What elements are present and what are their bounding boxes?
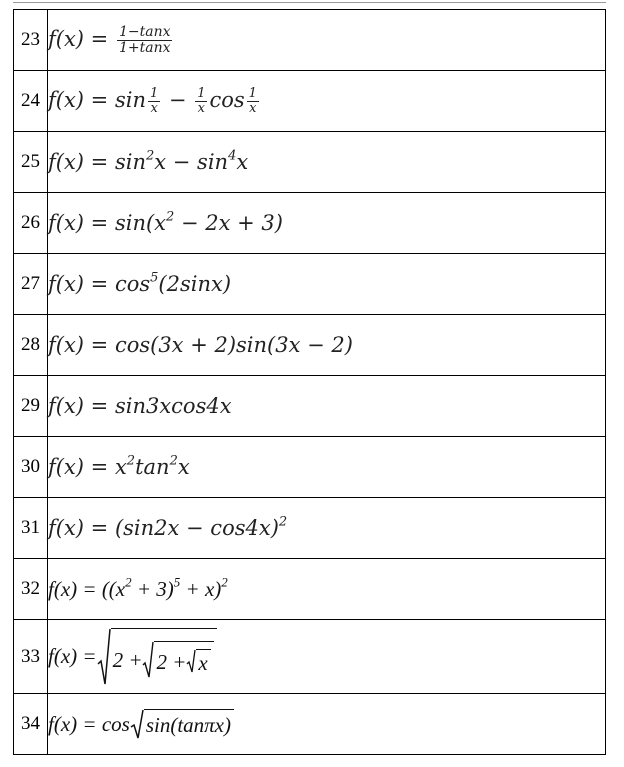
problem-expression: $f(x) = ((x^2 + 3)^5 + x)^2$ bbox=[48, 559, 606, 620]
table-row bbox=[14, 559, 606, 620]
problem-number: 29 bbox=[14, 376, 48, 437]
radical-sign-inner: x bbox=[186, 649, 210, 676]
table-row bbox=[14, 376, 606, 437]
table-row bbox=[14, 498, 606, 559]
table-row bbox=[14, 132, 606, 193]
table-row bbox=[14, 694, 606, 755]
radical-sign-outer: 2 + 2 + x bbox=[97, 628, 217, 686]
problem-number: 26 bbox=[14, 193, 48, 254]
problem-expression: $f(x) = \sin(x^2 - 2x + 3)$ bbox=[48, 193, 606, 254]
problem-expression: $f(x) = \cos^5(2\sin x)$ bbox=[48, 254, 606, 315]
top-rule bbox=[13, 2, 606, 3]
table-row bbox=[14, 193, 606, 254]
table-row bbox=[14, 620, 606, 694]
problem-number: 23 bbox=[14, 10, 48, 71]
problem-number: 25 bbox=[14, 132, 48, 193]
table-row bbox=[14, 437, 606, 498]
problem-expression: $f(x) = x^2\tan^2x$ bbox=[48, 437, 606, 498]
table-row bbox=[14, 315, 606, 376]
problem-number: 27 bbox=[14, 254, 48, 315]
problem-expression: f(x) = sin3xcos4x bbox=[48, 376, 606, 437]
problem-expression: f(x) = 2 + 2 + x bbox=[48, 620, 606, 694]
problem-number: 32 bbox=[14, 559, 48, 620]
problem-number: 33 bbox=[14, 620, 48, 694]
table-row bbox=[14, 71, 606, 132]
radical-sign-middle: 2 + x bbox=[142, 641, 213, 679]
problem-number: 34 bbox=[14, 694, 48, 755]
radical-sign: sin(tanπx) bbox=[130, 709, 234, 739]
problem-number: 31 bbox=[14, 498, 48, 559]
problem-expression: $f(x) = \sin^2x - \sin^4x$ bbox=[48, 132, 606, 193]
problems-table bbox=[13, 9, 606, 755]
table-row bbox=[14, 10, 606, 71]
problem-number: 24 bbox=[14, 71, 48, 132]
problem-number: 28 bbox=[14, 315, 48, 376]
problem-expression: $f(x) = (\sin 2x - \cos 4x)^2$ bbox=[48, 498, 606, 559]
problem-expression: f(x) = cos(3x + 2)sin(3x − 2) bbox=[48, 315, 606, 376]
problem-number: 30 bbox=[14, 437, 48, 498]
table-row bbox=[14, 254, 606, 315]
problem-expression: f(x) = sin $\frac{1}{x}$ − $\frac{1}{x}$ cos $\frac{1}{x}$ bbox=[48, 71, 606, 132]
problem-expression: f(x) = cos sin(tanπx) bbox=[48, 694, 606, 755]
problem-expression: f(x) = $\frac{1-\tan x}{1+\tan x}$ bbox=[48, 10, 606, 71]
